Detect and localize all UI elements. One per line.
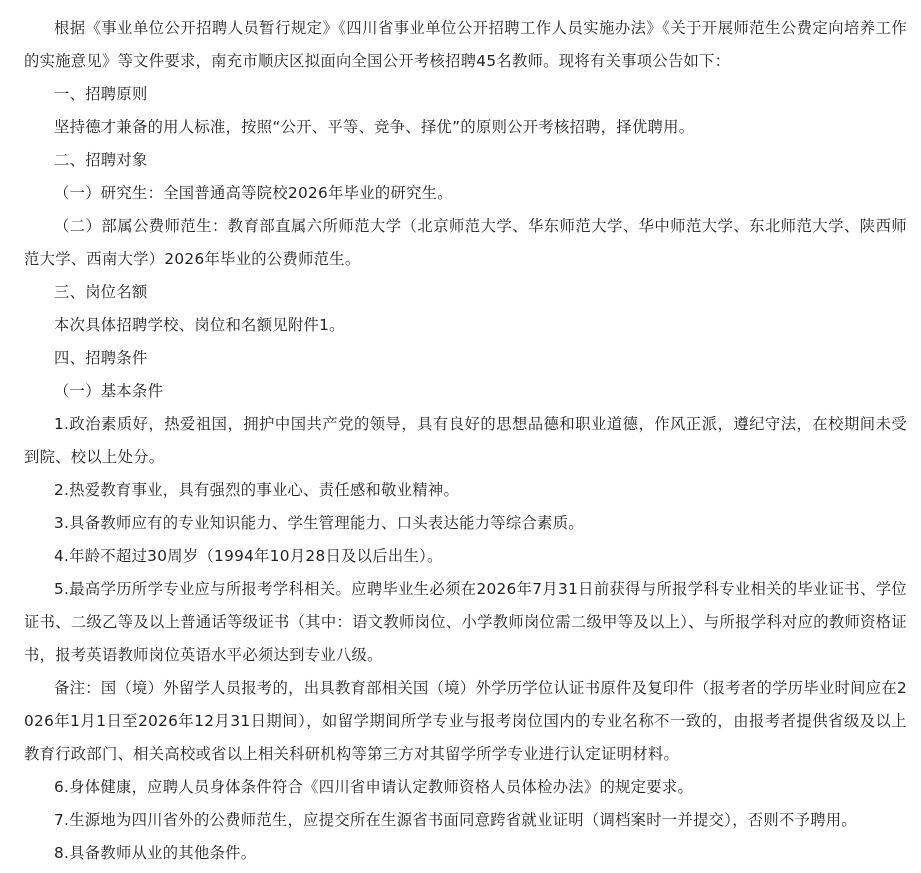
section-heading-conditions: 四、招聘条件 [54,349,148,367]
condition-item-6: 6.身体健康，应聘人员身体条件符合《四川省申请认定教师资格人员体检办法》的规定要求。 [54,778,694,796]
condition-item-8: 8.具备教师从业的其他条件。 [54,844,257,862]
condition-item-2: 2.热爱教育事业，具有强烈的事业心、责任感和敬业精神。 [54,481,460,499]
section-heading-positions: 三、岗位名额 [54,283,148,301]
section-heading-recruitment-principle: 一、招聘原则 [54,85,148,103]
condition-item-7: 7.生源地为四川省外的公费师范生，应提交所在生源省书面同意跨省就业证明（调档案时一并提交），否则不予聘用。 [54,811,857,829]
target-public-funded-normal-students: （二）部属公费师范生：教育部直属六所师范大学（北京师范大学、华东师范大学、华中师范大学、东北师范大学、陕西师范大学、西南大学）2026年毕业的公费师范生。 [24,217,907,268]
condition-item-3: 3.具备教师应有的专业知识能力、学生管理能力、口头表达能力等综合素质。 [54,514,584,532]
principle-paragraph: 坚持德才兼备的用人标准，按照“公开、平等、竞争、择优”的原则公开考核招聘，择优聘用。 [54,118,695,136]
condition-item-4: 4.年龄不超过30周岁（1994年10月28日及以后出生）。 [54,547,443,565]
condition-item-1: 1.政治素质好，热爱祖国，拥护中国共产党的领导，具有良好的思想品德和职业道德，作风正派，遵纪守法，在校期间未受到院、校以上处分。 [24,415,907,466]
intro-paragraph: 根据《事业单位公开招聘人员暂行规定》《四川省事业单位公开招聘工作人员实施办法》《关于开展师范生公费定向培养工作的实施意见》等文件要求，南充市顺庆区拟面向全国公开考核招聘45名教师。现将有关事项公告如下： [24,19,907,70]
condition-item-5: 5.最高学历所学专业应与所报考学科相关。应聘毕业生必须在2026年7月31日前获得与所报学科专业相关的毕业证书、学位证书、二级乙等及以上普通话等级证书（其中：语文教师岗位、小学教师岗位需二级甲等及以上）、与所报学科对应的教师资格证书，报考英语教师岗位英语水平必须达到专业八级。 [24,580,907,664]
condition-note: 备注：国（境）外留学人员报考的，出具教育部相关国（境）外学历学位认证书原件及复印件（报考者的学历毕业时间应在2026年1月1日至2026年12月31日期间），如留学期间所学专业与报考岗位国内的专业名称不一致的，由报考者提供省级及以上教育行政部门、相关高校或省以上相关科研机构等第三方对其留学所学专业进行认定证明材料。 [24,679,907,763]
positions-paragraph: 本次具体招聘学校、岗位和名额见附件1。 [54,316,345,334]
subheading-basic-conditions: （一）基本条件 [54,382,164,400]
section-heading-recruitment-target: 二、招聘对象 [54,151,148,169]
target-graduate-students: （一）研究生：全国普通高等院校2026年毕业的研究生。 [54,184,453,202]
announcement-body [0,12,921,870]
